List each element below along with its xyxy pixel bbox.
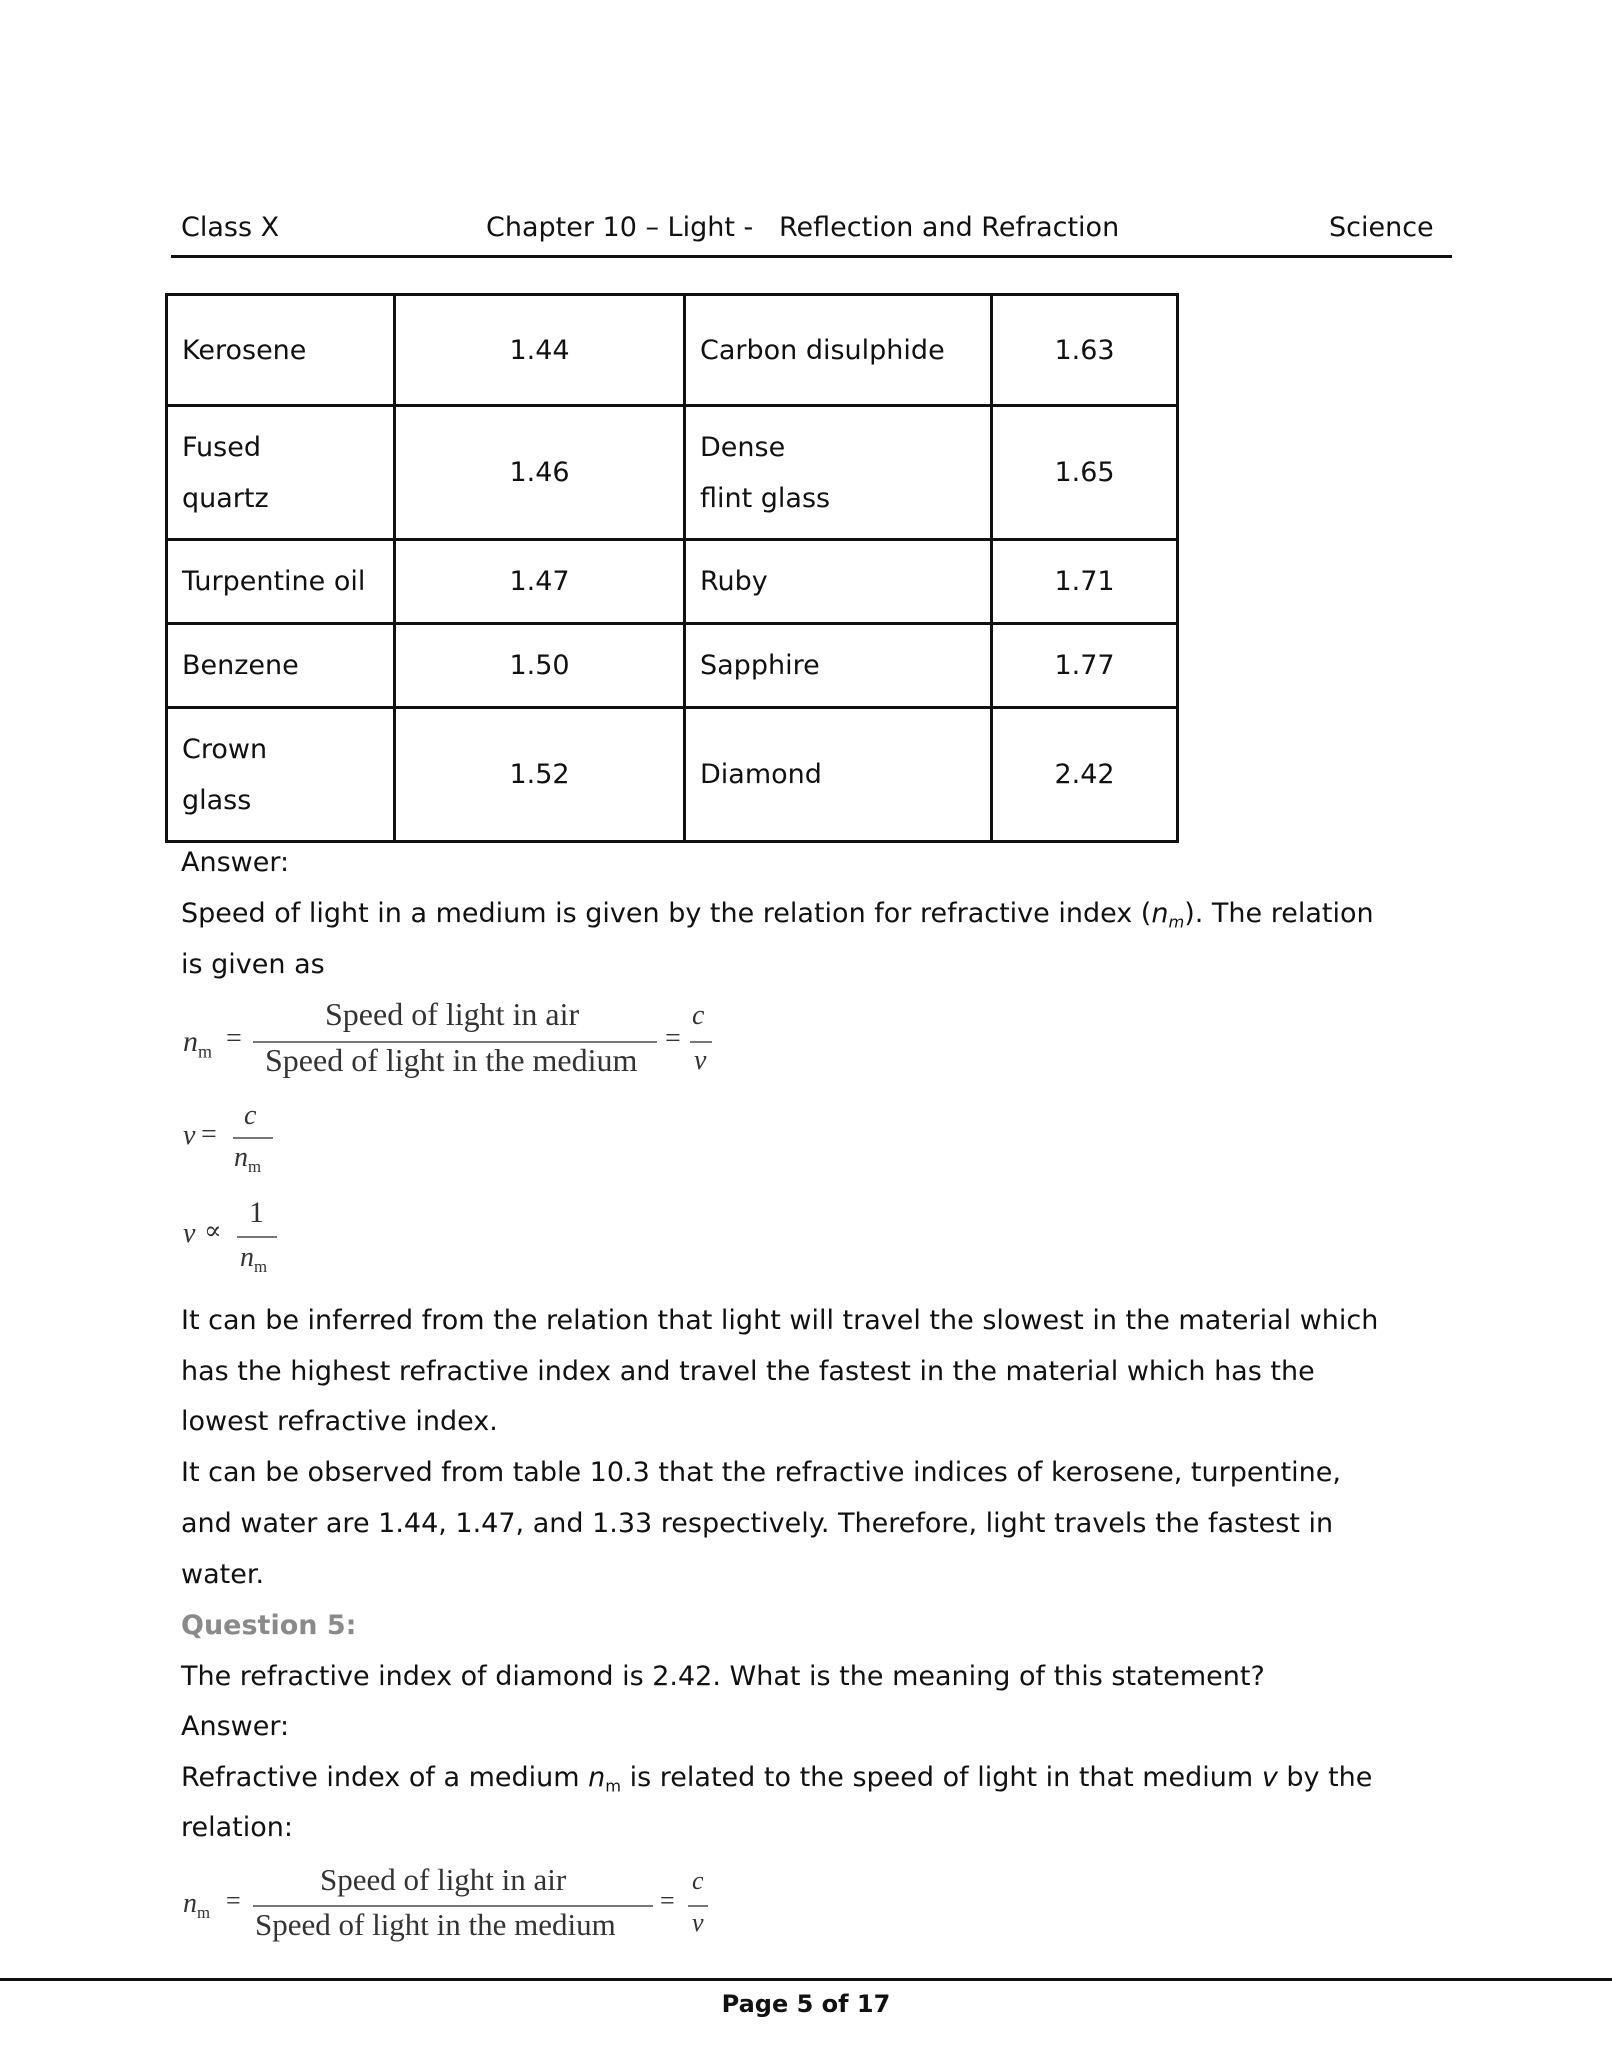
answer-5-line2: relation: xyxy=(181,1812,293,1843)
header-chapter: Chapter 10 – Light - Reflection and Refraction xyxy=(486,212,1120,243)
table-row xyxy=(167,406,1178,540)
header-class: Class X xyxy=(181,212,280,243)
index-cell: 1.50 xyxy=(395,624,685,708)
question-5-text: The refractive index of diamond is 2.42. What is the meaning of this statement? xyxy=(181,1661,1265,1692)
material-cell: Ruby xyxy=(685,540,992,624)
index-cell: 1.77 xyxy=(992,624,1178,708)
answer-intro-line2: is given as xyxy=(181,949,325,980)
material-cell: Carbon disulphide xyxy=(685,295,992,406)
header-rule xyxy=(171,255,1452,258)
footer-rule xyxy=(0,1978,1612,1981)
material-cell: Kerosene xyxy=(167,295,395,406)
material-cell: Benzene xyxy=(167,624,395,708)
material-cell: Diamond xyxy=(685,708,992,842)
table-row xyxy=(167,624,1178,708)
index-cell: 1.71 xyxy=(992,540,1178,624)
question-5-label: Question 5: xyxy=(181,1610,357,1641)
page-number: Page 5 of 17 xyxy=(721,1990,891,2018)
index-cell: 1.46 xyxy=(395,406,685,540)
material-cell: Sapphire xyxy=(685,624,992,708)
index-cell: 2.42 xyxy=(992,708,1178,842)
material-cell: Turpentine oil xyxy=(167,540,395,624)
index-cell: 1.47 xyxy=(395,540,685,624)
material-cell: Fused quartz xyxy=(167,406,395,540)
index-cell: 1.52 xyxy=(395,708,685,842)
answer-label: Answer: xyxy=(181,847,290,878)
material-cell: Crown glass xyxy=(167,708,395,842)
header-subject: Science xyxy=(1329,212,1434,243)
material-cell: Dense flint glass xyxy=(685,406,992,540)
table-row xyxy=(167,540,1178,624)
answer-intro-line1: Speed of light in a medium is given by the relation for refractive index $(n_m)$. The relation xyxy=(181,898,1374,932)
answer-5-line1: Refractive index of a medium $n_m$ is related to the speed of light in that medium v by the xyxy=(181,1762,1373,1796)
answer-5-label: Answer: xyxy=(181,1711,290,1742)
index-cell: 1.63 xyxy=(992,295,1178,406)
table-row xyxy=(167,708,1178,842)
refractive-index-table xyxy=(165,293,1179,843)
index-cell: 1.65 xyxy=(992,406,1178,540)
table-row xyxy=(167,295,1178,406)
index-cell: 1.44 xyxy=(395,295,685,406)
